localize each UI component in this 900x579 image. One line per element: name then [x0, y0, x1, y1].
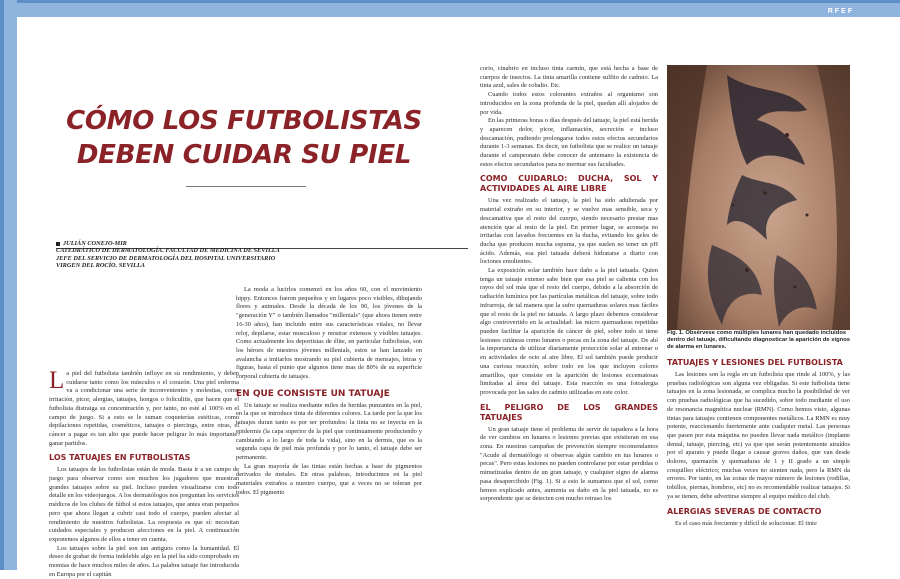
top-border-accent: [0, 0, 900, 3]
paragraph: Un tatuaje se realiza mediante miles de heridas punzantes en la piel, en la que se introduce tinta de diferentes colores. La tarde por la que los tatuajes duran tanto es por ser profundos: la tinta no se inyecta en la epidermis (la capa superior de la piel que continuamente produciendo y cambiando a lo largo de toda la vida), sino en la dermis, que es la segunda capa de piel más profunda y por lo tanto, el tatuaje debe ser permanente.: [236, 401, 422, 461]
author-credits: [56, 240, 468, 270]
column-1: [49, 367, 239, 578]
author-role-3: VIRGEN DEL ROCÍO. SEVILLA: [56, 262, 145, 270]
column-4: [667, 358, 850, 570]
paragraph: Es el caso más frecuente y difícil de solucionar. El tinte: [675, 519, 817, 527]
section-heading-cuidarlo: COMO CUIDARLO: DUCHA, SOL Y ACTIVIDADES AL AIRE LIBRE: [480, 174, 658, 194]
paragraph: Los tatuajes sobre la piel son tan antiguos como la humanidad. El deseo de grabar de forma indeleble algo en la piel ha sido comprobado en momias de hace muchos miles de años. La palabra tatuaje fue introducida en Europa por el capitán: [49, 544, 239, 578]
brand-label: RFEF: [827, 8, 854, 15]
section-heading-alergias: ALERGIAS SEVERAS DE CONTACTO: [667, 506, 822, 516]
section-heading-tatuajes: LOS TATUAJES EN FUTBOLISTAS: [49, 453, 191, 463]
paragraph: Las lesiones son la regla en un futbolista que rinde al 100%, y las pruebas radiológicas son alguna vez obligadas. Si este futbolista tiene tatuajes en la zona lesionada, se complica mucho la posibilidad de ver con pruebas radiológicas que ha sucedido, sobre todo mediante el uso de resonancia magnética nuclear (RMN). Como hemos visto, algunas tintas para tatuajes contienen componentes metálicos. La RMN es muy potente, reaccionando fuertemente ante cualquier metal. Las personas que pasen por esta máquina no pueden llevar nada metálico (implante dental, tatuaje, piercing, etc) ya que que serán potentemente atraídos por el aparato y puede llegar a causar graves daños, que van desde dolores, quemazón y quemaduras de 1 y II grado a un simple cosquilleo eléctrico; muchas veces no sienten nada, pero la RMN da errores. Por tanto, en las zonas de mayor número de lesiones (rodillas, tobillos, piernas, hombros, etc) no es recomendable realizar tatuajes. Si ya se tienen, debe advertirse siempre al equipo médico del club.: [667, 371, 850, 500]
paragraph: Una vez realizado el tatuaje, la piel ha sido adulterada por material extraño en su interior, y se vuelve mas sensible, seca y descamativa que el resto del cuerpo, siendo necesario prestar mas atención que al resto de la piel. En primer lugar, se aconseja no irritarlas con lavados frecuentes en la ducha, evitando los geles de ducha que producen mucha espuma, ya que suelen no tener un pH ácido. Además, esa piel tatuada deberá hidratarse a diario con lociones emolientes.: [480, 197, 658, 266]
paragraph: La exposición solar también hace daño a la piel tatuada. Quien tenga un tatuaje extenso sabe bien que esa piel se calienta con los rayos del sol más que el resto del cuerpo, debido a la absorción de radiación lumínica por las partículas metálicas del tatuaje, sobre todo infrarroja, de tal manera que la sufre quemaduras solares mas fáciles que el resto de la piel no tatuada. A largo plazo debemos considerar algo controvertido en la actualidad: las micro quemaduras repetidas pueden facilitar la aparición de cáncer de piel, sobre todo si tiene lesiones cutáneas como lunares o pecas en la zona del tatuaje. De ahí la importancia de utilizar diariamente protección solar al entrenar o en actividades de ocio al aire libre. El sol también puede producir una curiosa reacción, sobre todo en los que incluyen colores amarillos, que consiste en la aparición de lesiones eccematosas limitadas al área del tatuaje. Esta reacción es una fotoalergia provocada por las sales de cadmio utilizadas en este color.: [480, 267, 658, 396]
article-title: [40, 104, 448, 172]
author-name: JULIÁN CONEJO-MIR: [63, 240, 127, 247]
paragraph: En las primeras horas o días después del tatuaje, la piel está herida y aparecen dolor, picor, inflamación, secreción e incluso descamación, pudiendo prolongarse todos estos efectos secundarios durante 1-3 semanas. En decir, un futbolista que se realice un tatuaje durante el campeonato debe conocer de antemano la existencia de estos efectos secundarios para no mermar sus facultades.: [480, 117, 658, 168]
title-line-1: CÓMO LOS FUTBOLISTAS: [66, 106, 422, 136]
paragraph: Cuando todos estos colorantes extraños al organismo son introducidos en la zona profunda de la piel, quedan allí alojados de por vida.: [480, 91, 658, 116]
section-heading-peligro: EL PELIGRO DE LOS GRANDES TATUAJES: [480, 402, 658, 422]
title-divider: [186, 186, 306, 187]
section-heading-lesiones: TATUAJES Y LESIONES DEL FUTBOLISTA: [667, 358, 843, 367]
paragraph: La gran mayoría de las tintas están hechas a base de pigmentos derivados de metales. En otras palabras, introducimos en la piel materiales extraños a nuestro cuerpo, que a veces no se toleran por todos. El pigmento: [236, 462, 422, 496]
title-line-2: DEBEN CUIDAR SU PIEL: [76, 140, 412, 170]
tattoo-photo: [667, 65, 850, 330]
paragraph: Los tatuajes de los futbolistas están de moda. Basta ir a un campo de juego para observar como son muchos los jugadores que muestran grandes tatuajes sobre su piel. Incluso pueden visualizarse con todo detalle en los videojuegos. A los dermatólogos nos preguntan los servicios médicos de los clubes de fútbol si estos tatuajes, que antes eran pequeños pero que ahora llegan a cubrir casi todo el cuerpo, pueden afectar al rendimiento de nuestros futbolistas. La respuesta es que sí: necesitan cuidados especiales y producen afecciones en la piel. A continuación exponemos algunos de ellos a tener en cuenta.: [49, 466, 239, 543]
paragraph: La moda a lucirlos comenzó en los años 60, con el movimiento hippy. Entonces fueron pequeños y en lugares poco visibles, dibujando flores y animales. Desde la década de los 90, los jóvenes de la "generación Y" o también llamados "millenials" (que ahora tienen entre 16-30 años), han incluido entre sus características vitales, no llevar reloj, depilarse, estar musculoso y mostrar extensos y visibles tatuajes. Como actualmente los deportistas de élite, en particular futbolistas, son los héroes de nuestros jóvenes millenials, estos se han lanzado en avalancha a imitarlos mostrando su piel cubierta de mensajes, letras y figuras, hasta el punto que algunos tiene mas de 80% de su superficie corporal cubierta de tatuajes.: [236, 286, 422, 381]
drop-cap: L: [49, 367, 65, 394]
paragraph: corio, cinabrio en incluso tinta carmín, que está hecha a base de cuerpos de insectos. La tinta amarilla contiene sulfito de cadmio. La tinta azul, sales de cobalto. Etc.: [480, 65, 658, 90]
left-border-accent: [0, 0, 4, 570]
bullet-icon: [56, 242, 60, 246]
tattooed-arm-image: [667, 65, 850, 330]
author-role-1: CATEDRÁTICO DE DERMATOLOGÍA. FACULTAD DE MEDICINA DE SEVILLA: [56, 247, 280, 255]
section-heading-consiste: EN QUE CONSISTE UN TATUAJE: [236, 388, 390, 399]
paragraph: Un gran tatuaje tiene el problema de servir de tapadera a la hora de ver cambios en lunares o lesiones previas que existieran en esa zona. En nuestras campañas de prevención siempre recomendamos "Acude al dermatólogo si observas algún cambio en tus lunares o pecas". Pero estas lesiones no pueden controlarse por estar perdidas o mimetizadas dentro de un gran tatuaje, y cualquier signo de alarma pasa desapercibido (Fig. 1). Si a esto le sumamos que el sol, como hemos explicado antes, aumenta su daño en la piel tatuada, no es sorprendente que se detecten con mucho retraso los: [480, 425, 658, 503]
intro-paragraph: La piel del futbolista también influye en su rendimiento, y deben cuidarse tanto como los músculos o el corazón. Una piel enferma va a condicionar una serie de inconvenientes y molestias, como irritación, picor, alergias, tatuajes, hongos o foliculitis, que hacen que el futbolista distraiga su concentración y, por tanto, no esté al 100% en el campo de juego. Si a esto se le suman coqueterías estéticas, como depilaciones repetidas, cosméticos, tatuajes o piercings, entre otras, el cáncer a pagar es tan alto que puede hacer peligrar lo más importante: ganar partidos.: [49, 367, 239, 447]
author-role-2: JEFE DEL SERVICIO DE DERMATOLOGÍA DEL HOSPITAL UNIVERSITARIO: [56, 254, 276, 262]
column-2: [236, 286, 422, 570]
column-3: [480, 65, 658, 570]
photo-caption: Fig. 1. Obsérvese como múltiples lunares han quedado incluidos dentro del tatuaje, dificultando diagnosticar la aparición de signos de alarma en lunares.: [667, 330, 850, 350]
